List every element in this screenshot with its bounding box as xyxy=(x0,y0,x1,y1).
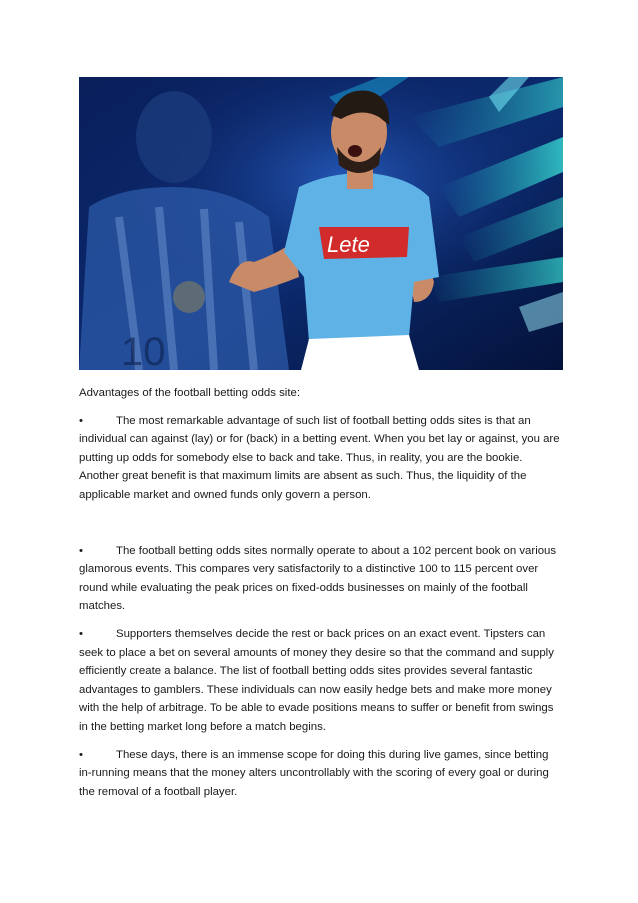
paragraph-text: The most remarkable advantage of such list of football betting odds sites is that an individual can against (lay) or for (back) in a betting event. When you bet lay or against, you are putting up odds for somebody else to back and take. Thus, in reality, you are the bookie. Another great benefit is that maximum limits are absent as such. Thus, the liquidity of the applicable market and owned funds only govern a person. xyxy=(79,414,560,501)
shirt-sponsor: Lete xyxy=(327,232,370,257)
article-body xyxy=(79,384,563,810)
section-heading: Advantages of the football betting odds site: xyxy=(79,387,301,399)
paragraph-text: These days, there is an immense scope for doing this during live games, since betting in-running means that the money alters uncontrollably with the scoring of every goal or during the removal of a football player. xyxy=(79,748,549,798)
paragraph-1 xyxy=(79,412,563,505)
paragraph-4 xyxy=(79,746,563,802)
paragraph-text: Supporters themselves decide the rest or back prices on an exact event. Tipsters can seek to place a bet on several amounts of money they desire so that the command and supply efficiently create a balance. The list of football betting odds sites provides several fantastic advantages to gamblers. These individuals can now easily hedge bets and make more money with the help of arbitrage. To be able to evade positions means to suffer or benefit from swings in the betting market long before a match begins. xyxy=(79,627,554,733)
hero-image xyxy=(79,77,563,370)
bullet-icon: • xyxy=(79,748,83,761)
background-shirt-number: 10 xyxy=(121,330,166,370)
paragraph-text: The football betting odds sites normally operate to about a 102 percent book on various glamorous events. This compares very satisfactorily to a distinctive 100 to 115 percent over round while evaluating the peak prices on fixed-odds businesses on mainly of the football matches. xyxy=(79,544,557,613)
bullet-icon: • xyxy=(79,544,83,557)
bullet-icon: • xyxy=(79,414,83,427)
paragraph-3 xyxy=(79,625,563,737)
bullet-icon: • xyxy=(79,627,83,640)
paragraph-2 xyxy=(79,542,563,616)
football-players-photo-icon xyxy=(79,77,563,370)
